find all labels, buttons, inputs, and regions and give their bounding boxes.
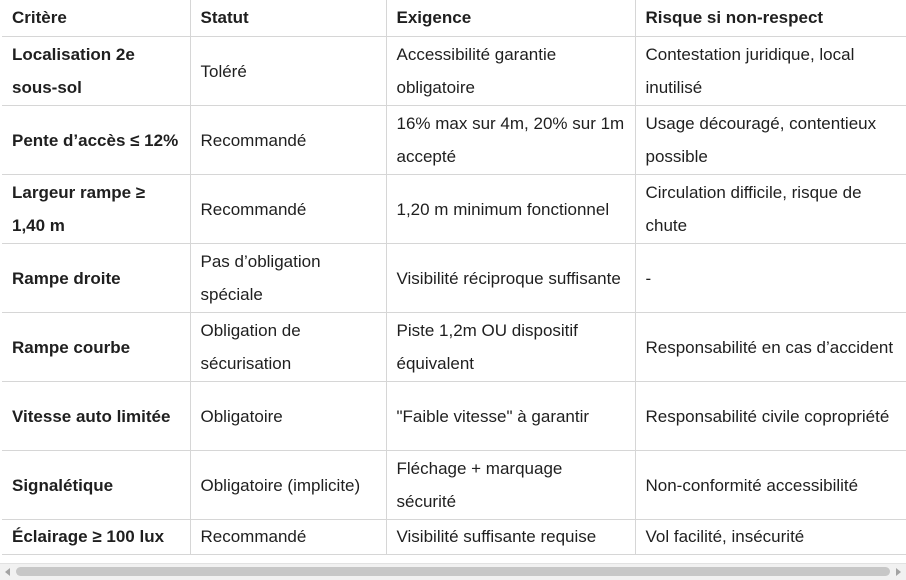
cell-exigence: "Faible vitesse" à garantir [386,382,635,451]
cell-statut: Obligatoire (implicite) [190,451,386,520]
cell-critere: Éclairage ≥ 100 lux [2,520,190,555]
scrollbar-thumb[interactable] [16,567,890,576]
cell-statut: Toléré [190,37,386,106]
table-row [2,175,906,244]
arrow-right-icon[interactable] [896,568,901,576]
arrow-left-icon[interactable] [5,568,10,576]
table-row [2,106,906,175]
cell-critere: Pente d’accès ≤ 12% [2,106,190,175]
table-row [2,244,906,313]
header-risque: Risque si non-respect [635,0,906,37]
cell-critere: Rampe courbe [2,313,190,382]
cell-risque: Responsabilité civile copropriété [635,382,906,451]
cell-critere: Rampe droite [2,244,190,313]
cell-risque: Non-conformité accessibilité [635,451,906,520]
cell-critere: Localisation 2e sous-sol [2,37,190,106]
cell-statut: Recommandé [190,106,386,175]
cell-exigence: Accessibilité garantie obligatoire [386,37,635,106]
cell-exigence: Visibilité suffisante requise [386,520,635,555]
cell-risque: Usage découragé, contentieux possible [635,106,906,175]
horizontal-scrollbar[interactable] [0,563,906,580]
cell-statut: Obligation de sécurisation [190,313,386,382]
table-row [2,313,906,382]
cell-exigence: Piste 1,2m OU dispositif équivalent [386,313,635,382]
table-row [2,451,906,520]
cell-risque: - [635,244,906,313]
table-header-row [2,0,906,37]
cell-statut: Obligatoire [190,382,386,451]
header-statut: Statut [190,0,386,37]
cell-critere: Largeur rampe ≥ 1,40 m [2,175,190,244]
cell-exigence: Visibilité réciproque suffisante [386,244,635,313]
cell-risque: Vol facilité, insécurité [635,520,906,555]
header-critere: Critère [2,0,190,37]
table-row [2,520,906,555]
cell-exigence: Fléchage + marquage sécurité [386,451,635,520]
table-row [2,37,906,106]
cell-statut: Recommandé [190,175,386,244]
criteria-table [2,0,906,555]
cell-statut: Pas d’obligation spéciale [190,244,386,313]
cell-risque: Responsabilité en cas d’accident [635,313,906,382]
cell-risque: Circulation difficile, risque de chute [635,175,906,244]
cell-critere: Vitesse auto limitée [2,382,190,451]
cell-exigence: 1,20 m minimum fonctionnel [386,175,635,244]
header-exigence: Exigence [386,0,635,37]
cell-statut: Recommandé [190,520,386,555]
cell-critere: Signalétique [2,451,190,520]
cell-exigence: 16% max sur 4m, 20% sur 1m accepté [386,106,635,175]
table-row [2,382,906,451]
cell-risque: Contestation juridique, local inutilisé [635,37,906,106]
